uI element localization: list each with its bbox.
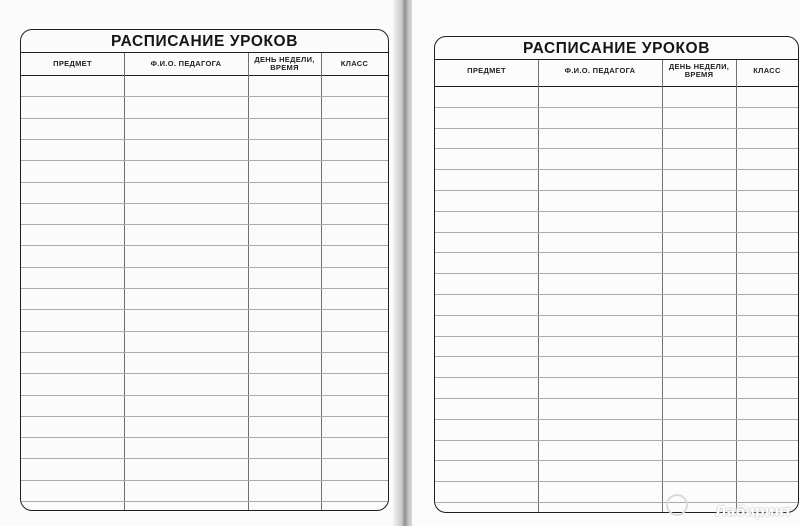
schedule-table [20, 29, 389, 511]
table-row-line [21, 118, 388, 119]
table-row-line [21, 331, 388, 332]
column-divider [321, 53, 322, 510]
table-row-line [21, 501, 388, 502]
column-header-teacher: Ф.И.О. ПЕДАГОГА [564, 65, 636, 75]
column-header-teacher: Ф.И.О. ПЕДАГОГА [150, 58, 222, 68]
table-row-line [21, 288, 388, 289]
table-row-line [21, 480, 388, 481]
table-row-line [21, 267, 388, 268]
table-title: РАСПИСАНИЕ УРОКОВ [523, 40, 710, 57]
table-row-line [435, 419, 798, 420]
table-row-line [435, 398, 798, 399]
column-header-class: КЛАСС [340, 58, 369, 68]
table-row-line [21, 309, 388, 310]
column-header-subject: ПРЕДМЕТ [467, 65, 506, 75]
column-header-day-time: ДЕНЬ НЕДЕЛИ, ВРЕМЯ [254, 54, 315, 72]
table-row-line [435, 107, 798, 108]
header-divider [21, 75, 388, 76]
table-row-line [435, 294, 798, 295]
table-row-line [21, 160, 388, 161]
table-row-line [435, 128, 798, 129]
table-row-line [435, 190, 798, 191]
table-row-line [435, 169, 798, 170]
table-row-line [435, 460, 798, 461]
table-row-line [21, 139, 388, 140]
right-page [412, 0, 800, 526]
table-row-line [21, 458, 388, 459]
table-row-line [21, 437, 388, 438]
table-row-line [435, 273, 798, 274]
table-row-line [435, 252, 798, 253]
table-row-line [435, 336, 798, 337]
left-page [0, 0, 398, 526]
table-title: РАСПИСАНИЕ УРОКОВ [111, 33, 298, 50]
table-row-line [435, 211, 798, 212]
table-row-line [435, 356, 798, 357]
table-row-line [435, 481, 798, 482]
table-row-line [21, 395, 388, 396]
table-row-line [21, 245, 388, 246]
watermark-logo-icon [666, 494, 688, 516]
table-row-line [435, 377, 798, 378]
table-row-line [435, 440, 798, 441]
table-row-line [21, 182, 388, 183]
column-header-subject: ПРЕДМЕТ [53, 58, 92, 68]
column-header-day-time: ДЕНЬ НЕДЕЛИ, ВРЕМЯ [668, 61, 730, 79]
column-header-class: КЛАСС [753, 65, 781, 75]
table-row-line [21, 352, 388, 353]
schedule-table [434, 36, 799, 513]
table-row-line [435, 315, 798, 316]
table-row-line [435, 232, 798, 233]
watermark-text: Лабиринт [715, 503, 792, 520]
header-divider [435, 86, 798, 87]
table-row-line [21, 373, 388, 374]
table-row-line [21, 224, 388, 225]
table-row-line [21, 203, 388, 204]
table-row-line [21, 96, 388, 97]
table-row-line [21, 416, 388, 417]
column-divider [124, 53, 125, 510]
column-divider [248, 53, 249, 510]
table-row-line [435, 148, 798, 149]
